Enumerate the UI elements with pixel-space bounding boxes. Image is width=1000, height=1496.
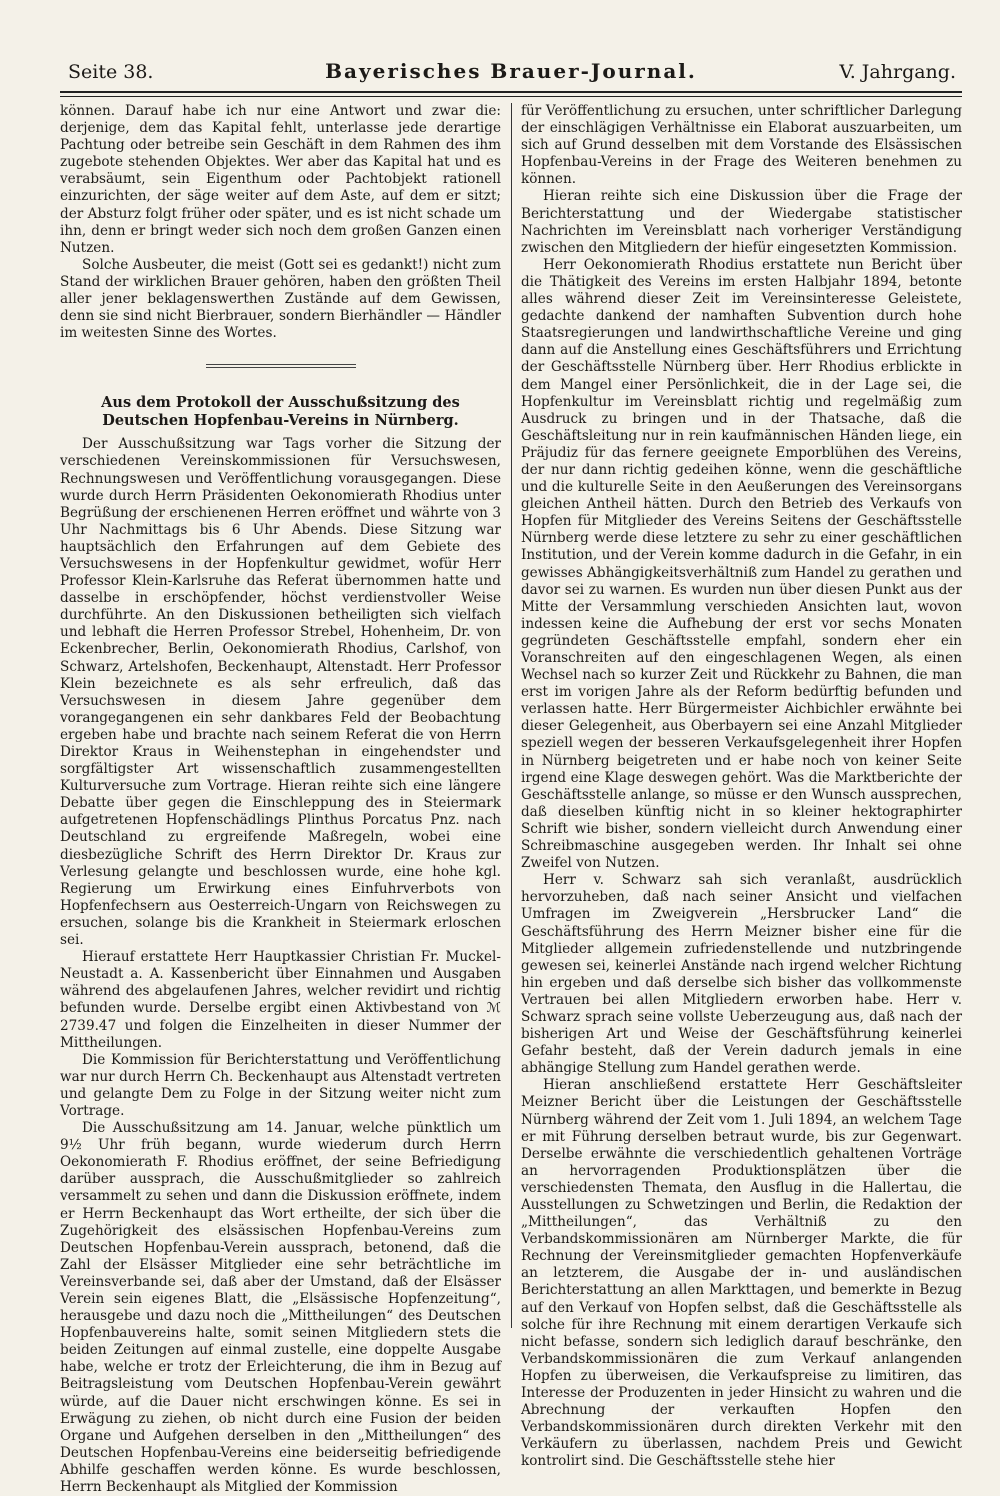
right-column (520, 103, 962, 1470)
paragraph: Die Ausschußsitzung am 14. Januar, welche pünktlich um 9½ Uhr früh begann, wurde wiederum durch Herrn Oekonomierath F. Rhodius eröffnet, der seine Befriedigung darüber aussprach, die Ausschußmitglieder so zahlreich versammelt zu sehen und dann die Diskussion eröffnete, indem er Herrn Beckenhaupt das Wort ertheilte, der sich über die Zugehörigkeit des elsässischen Hopfenbau-Vereins zum Deutschen Hopfenbau-Verein aussprach, betonend, daß die Zahl der Elsässer Mitglieder eine sehr beträchtliche im Vereinsverbande sei, daß aber der Umstand, daß der Elsässer Verein sein eigenes Blatt, die „Elsässische Hopfenzeitung“, herausgebe und dazu noch die „Mittheilungen“ des Deutschen Hopfenbauvereins halte, somit seinen Mitgliedern stets die beiden Zeitungen auf einmal zustelle, eine doppelte Ausgabe habe, welche er trotz der Erleichterung, die ihm in Bezug auf Beitragsleistung vom Deutschen Hopfenbau-Verein gewährt würde, auf die Dauer nicht erschwingen könne. Es sei in Erwägung zu ziehen, ob nicht durch eine Fusion der beiden Organe und Aufgehen derselben in den „Mittheilungen“ des Deutschen Hopfenbau-Vereins eine beiderseitig befriedigende Abhilfe geschaffen werden könne. Es wurde beschlossen, Herrn Beckenhaupt als Mitglied der Kommission (60, 1120, 501, 1496)
paragraph: Hieran anschließend erstattete Herr Geschäftsleiter Meizner Bericht über die Leistungen der Geschäftsstelle Nürnberg während der Zeit vom 1. Juli 1894, an welchem Tage er mit Führung derselben betraut wurde, bis zur Gegenwart. Derselbe erwähnte die verschiedentlich gehaltenen Vorträge an hervorragenden Produktionsplätzen über die verschiedensten Themata, den Ausflug in die Hallertau, die Ausstellungen zu Schwetzingen und Berlin, die Redaktion der „Mittheilungen“, das Verhältniß zu den Verbandskommissionären am Nürnberger Markte, die für Rechnung der Vereinsmitglieder gemachten Hopfenverkäufe an letzterem, die Ausgabe der in- und ausländischen Berichterstattung an allen Markttagen, und bemerkte in Bezug auf den Verkauf von Hopfen selbst, daß die Geschäftsstelle als solche für ihre Rechnung mit einem derartigen Verkaufe sich nicht befasse, sondern sich lediglich darauf beschränke, den Verbandskommissionären die zum Verkauf anlangenden Hopfen zu überweisen, die Verkaufspreise zu limitiren, das Interesse der Produzenten in jeder Hinsicht zu wahren und die Abrechnung der verkauften Hopfen den Verbandskommissionären durch direkten Verkehr mit den Verkäufern zu überlassen, nachdem Preis und Gewicht kontrolirt sind. Die Geschäftsstelle stehe hier (520, 1077, 962, 1470)
left-column (60, 103, 501, 1496)
paragraph: Die Kommission für Berichterstattung und Veröffentlichung war nur durch Herrn Ch. Beckenhaupt aus Altenstadt vertreten und gelangte Dem zu Folge in der Sitzung weiter nicht zum Vortrage. (60, 1051, 501, 1119)
header-rule (60, 91, 962, 97)
paragraph: Der Ausschußsitzung war Tags vorher die Sitzung der verschiedenen Vereinskommissionen für Versuchswesen, Rechnungswesen und Veröffentlichung vorausgegangen. Diese wurde durch Herrn Präsidenten Oekonomierath Rhodius unter Begrüßung der erschienenen Herren eröffnet und währte von 3 Uhr Nachmittags bis 6 Uhr Abends. Diese Sitzung war hauptsächlich den Erfahrungen auf dem Gebiete des Versuchswesens in der Hopfenkultur gewidmet, wofür Herr Professor Klein-Karlsruhe das Referat übernommen hatte und dasselbe in erschöpfender, höchst verdienstvoller Weise durchführte. An den Diskussionen betheiligten sich vielfach und lebhaft die Herren Professor Strebel, Hohenheim, Dr. von Eckenbrecher, Berlin, Oekonomierath Rhodius, Carlshof, von Schwarz, Artelshofen, Beckenhaupt, Altenstadt. Herr Professor Klein bezeichnete es als sehr erfreulich, daß das Versuchswesen in diesem Jahre gegenüber dem vorangegangenen ein sehr dankbares Feld der Beobachtung ergeben habe und brachte nach seinem Referat die von Herrn Direktor Kraus in Weihenstephan in eingehendster und sorgfältigster Art wissenschaftlich zusammengestellten Kulturversuche zum Vortrage. Hieran reihte sich eine längere Debatte über gegen die Einschleppung des in Steiermark aufgetretenen Hopfenschädlings Plinthus Porcatus Pnz. nach Deutschland zu ergreifende Maßregeln, wobei eine diesbezügliche Schrift des Herrn Direktor Dr. Kraus zur Verlesung gelangte und beschlossen wurde, eine hohe kgl. Regierung um Erwirkung eines Einfuhrverbots von Hopfenfechsern aus Oesterreich-Ungarn von Reichswegen zu ersuchen, solange bis die Krankheit in Steiermark erloschen sei. (60, 436, 501, 949)
volume-label: V. Jahrgang. (839, 61, 956, 83)
paragraph: Herr v. Schwarz sah sich veranlaßt, ausdrücklich hervorzuheben, daß nach seiner Ansicht und vielfachen Umfragen im Zweigverein „Hersbrucker Land“ die Geschäftsführung des Herrn Meizner bisher eine für die Mitglieder allgemein zufriedenstellende und nutzbringende gewesen sei, keinerlei Anstände nach irgend welcher Richtung hin ergeben und daß derselbe sich bisher das vollkommenste Vertrauen bei allen Mitgliedern erworben habe. Herr v. Schwarz sprach seine vollste Ueberzeugung aus, daß nach der bisherigen Art und Weise der Geschäftsführung keinerlei Gefahr besteht, daß der Verein dadurch jemals in eine abhängige Stellung zum Handel gerathen werde. (520, 872, 962, 1077)
text-columns (60, 103, 962, 1496)
paragraph: Hierauf erstattete Herr Hauptkassier Christian Fr. Muckel-Neustadt a. A. Kassenbericht über Einnahmen und Ausgaben während des abgelaufenen Jahres, welcher revidirt und richtig befunden wurde. Derselbe ergibt einen Aktivbestand von ℳ 2739.47 und folgen die Einzelheiten in dieser Nummer der Mittheilungen. (60, 949, 501, 1051)
paragraph: Solche Ausbeuter, die meist (Gott sei es gedankt!) nicht zum Stand der wirklichen Brauer gehören, haben den größten Theil aller jener beklagenswerthen Zustände auf dem Gewissen, denn sie sind nicht Bierbrauer, sondern Bierhändler — Händler im weitesten Sinne des Wortes. (60, 256, 501, 342)
paragraph: können. Darauf habe ich nur eine Antwort und zwar die: derjenige, dem das Kapital fehlt, unterlasse jede derartige Pachtung oder betreibe sein Geschäft in dem Rahmen des ihm zugebote stehenden Objektes. Wer aber das Kapital hat und es verabsäumt, sein Eigenthum oder Pachtobjekt rationell einzurichten, der säge weiter auf dem Aste, auf dem er sitzt; der Absturz folgt früher oder später, und es ist nicht schade um ihn, denn er bringt weder sich noch dem großen Ganzen einen Nutzen. (60, 103, 501, 256)
paragraph: Herr Oekonomierath Rhodius erstattete nun Bericht über die Thätigkeit des Vereins im ersten Halbjahr 1894, betonte alles während dieser Zeit im Vereinsinteresse Geleistete, gedachte dankend der namhaften Subvention durch hohe Staatsregierungen und landwirthschaftliche Vereine und ging dann auf die Anstellung eines Geschäftsführers und Errichtung der Geschäftsstelle Nürnberg über. Herr Rhodius erblickte in dem Mangel einer Persönlichkeit, die in der Lage sei, die Hopfenkultur im Vereinsblatt richtig und regelmäßig zum Ausdruck zu bringen und in der Thatsache, daß die Geschäftsleitung nur in rein kaufmännischen Händen liege, ein Präjudiz für das fernere geeignete Emporblühen des Vereins, der nur dann richtig gedeihen könne, wenn die geschäftliche und die kulturelle Seite in den Aeußerungen des Vereinsorgans gleichen Antheil hätten. Durch den Betrieb des Verkaufs von Hopfen für Mitglieder des Vereins Seitens der Geschäftsstelle Nürnberg werde diese letztere zu sehr zu einer geschäftlichen Institution, und der Verein komme dadurch in die Gefahr, in ein gewisses Abhängigkeitsverhältniß zum Handel zu gerathen und davor sei zu warnen. Es wurden nun über diesen Punkt aus der Mitte der Versammlung verschieden Ansichten laut, wovon indessen keine die Aufhebung der erst vor sechs Monaten gegründeten Geschäftsstelle empfahl, sondern eher ein Voranschreiten auf den eingeschlagenen Wegen, als einen Wechsel nach so kurzer Zeit und Rückkehr zu Bahnen, die man erst im vorigen Jahre als der Reform bedürftig befunden und verlassen hatte. Herr Bürgermeister Aichbichler erwähnte bei dieser Gelegenheit, aus Oberbayern sei eine Anzahl Mitglieder speziell wegen der besseren Verkaufsgelegenheit ihrer Hopfen in Nürnberg beigetreten und er habe noch von keiner Seite irgend eine Klage deswegen gehört. Was die Marktberichte der Geschäftsstelle anlange, so müsse er den Wunsch aussprechen, daß dieselben künftig nicht in so kleiner hektographirter Schrift wie bisher, sondern vielleicht durch Anwendung einer Schreibmaschine ausgegeben werden. Ihr Inhalt sei ohne Zweifel von Nutzen. (520, 256, 962, 872)
running-header (60, 55, 962, 89)
paragraph: Hieran reihte sich eine Diskussion über die Frage der Berichterstattung und der Wiedergabe statistischer Nachrichten im Vereinsblatt nach vorheriger Verständigung zwischen den Mitgliedern der hiefür eingesetzten Kommission. (520, 188, 962, 256)
paragraph: für Veröffentlichung zu ersuchen, unter schriftlicher Darlegung der einschlägigen Verhältnisse ein Elaborat auszuarbeiten, um sich auf Grund desselben mit dem Vorstande des Elsässischen Hopfenbau-Vereins in der Frage des Weiteren benehmen zu können. (520, 103, 962, 188)
page-number: Seite 38. (68, 61, 154, 83)
section-divider (206, 364, 356, 368)
column-rule (511, 103, 512, 1328)
article-heading: Aus dem Protokoll der Ausschußsitzung des Deutschen Hopfenbau-Vereins in Nürnberg. (101, 394, 460, 430)
journal-title: Bayerisches Brauer-Journal. (325, 59, 697, 83)
